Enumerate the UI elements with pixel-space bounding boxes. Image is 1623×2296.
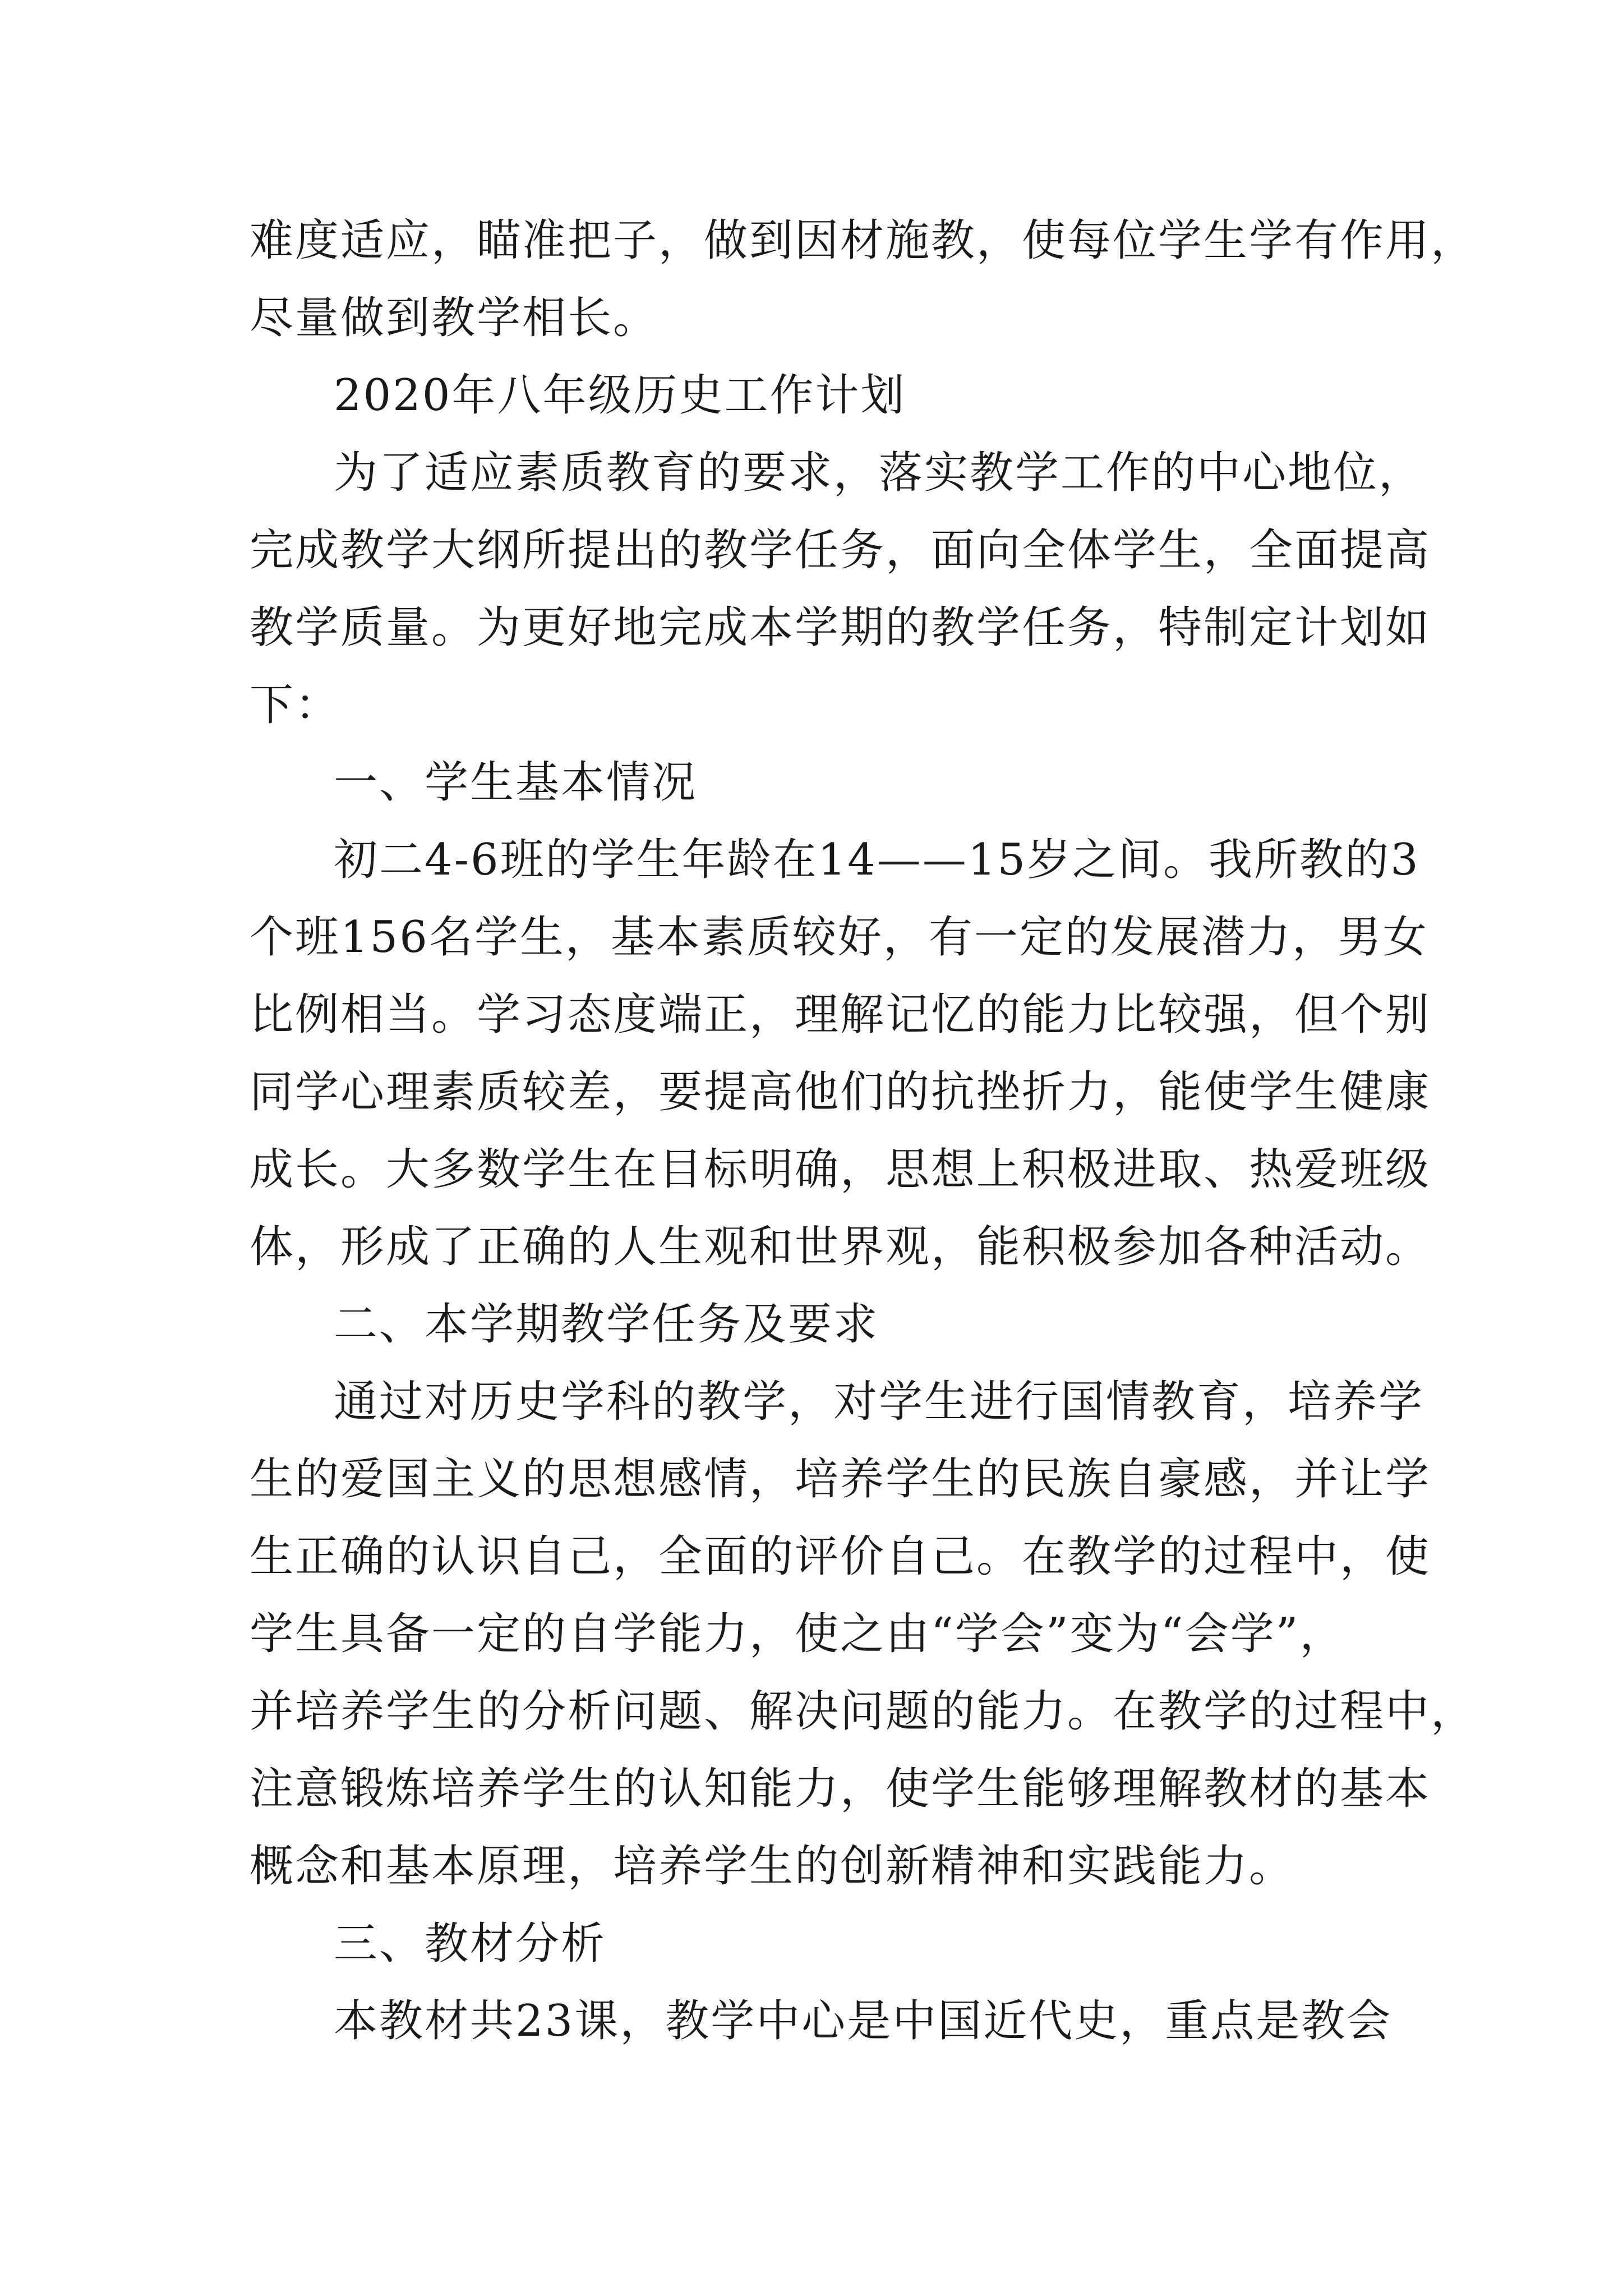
document-body [250, 202, 1477, 2060]
text-line: 成长。大多数学生在目标明确，思想上积极进取、热爱班级 [250, 1144, 1431, 1195]
text-line: 个班156名学生，基本素质较好，有一定的发展潜力，男女 [250, 912, 1428, 963]
text-line: 并培养学生的分析问题、解决问题的能力。在教学的过程中， [250, 1686, 1477, 1737]
section-heading: 三、教材分析 [334, 1918, 607, 1969]
text-line: 通过对历史学科的教学，对学生进行国情教育，培养学 [334, 1377, 1424, 1427]
text-line: 为了适应素质教育的要求，落实教学工作的中心地位， [334, 448, 1424, 498]
text-line: 下： [250, 680, 341, 730]
text-line: 生正确的认识自己，全面的评价自己。在教学的过程中，使 [250, 1531, 1431, 1582]
text-line: 概念和基本原理，培养学生的创新精神和实践能力。 [250, 1841, 1295, 1892]
text-line: 本教材共23课，教学中心是中国近代史，重点是教会 [334, 1996, 1393, 2046]
text-line: 生的爱国主义的思想感情，培养学生的民族自豪感，并让学 [250, 1454, 1431, 1504]
text-line: 同学心理素质较差，要提高他们的抗挫折力，能使学生健康 [250, 1067, 1431, 1117]
text-line: 体，形成了正确的人生观和世界观，能积极参加各种活动。 [250, 1222, 1431, 1272]
text-line: 学生具备一定的自学能力，使之由“学会”变为“会学”， [250, 1609, 1345, 1659]
text-line: 教学质量。为更好地完成本学期的教学任务，特制定计划如 [250, 602, 1431, 653]
text-line: 难度适应，瞄准把子，做到因材施教，使每位学生学有作用， [250, 215, 1477, 266]
text-line: 比例相当。学习态度端正，理解记忆的能力比较强，但个别 [250, 990, 1431, 1040]
section-heading: 二、本学期教学任务及要求 [334, 1299, 879, 1350]
text-line: 注意锻炼培养学生的认知能力，使学生能够理解教材的基本 [250, 1764, 1431, 1814]
text-line: 初二4-6班的学生年龄在14——15岁之间。我所教的3 [334, 835, 1420, 885]
section-title: 2020年八年级历史工作计划 [334, 370, 906, 421]
text-line: 尽量做到教学相长。 [250, 293, 659, 343]
section-heading: 一、学生基本情况 [334, 757, 698, 808]
text-line: 完成教学大纲所提出的教学任务，面向全体学生，全面提高 [250, 525, 1431, 576]
